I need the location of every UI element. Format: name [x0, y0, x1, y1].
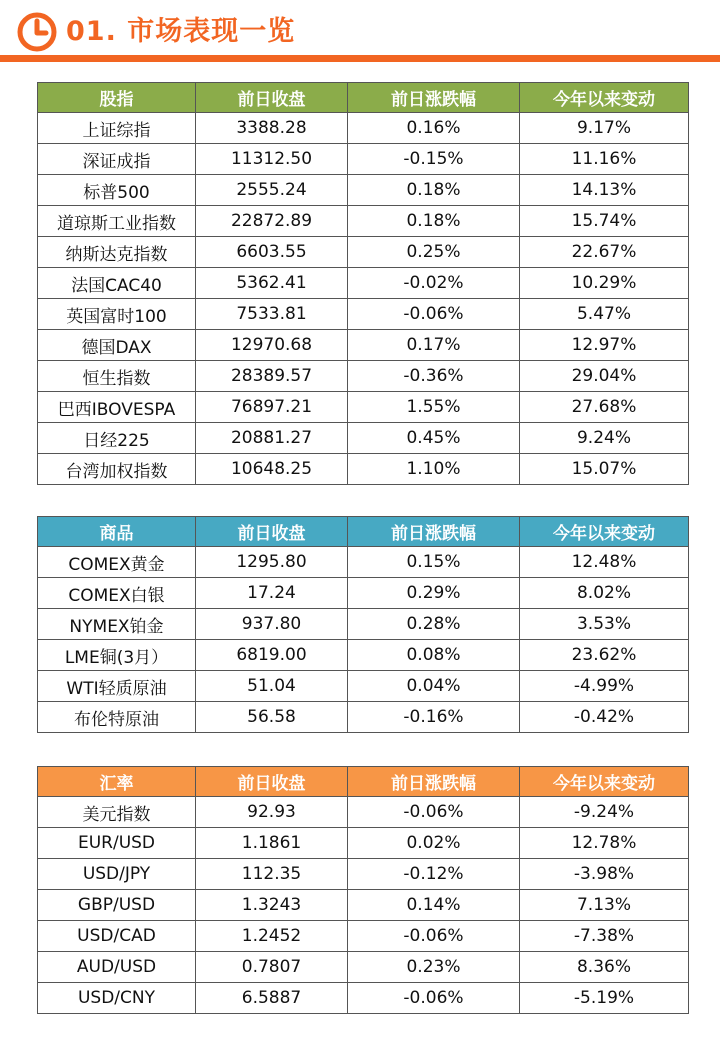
table-row — [38, 330, 689, 361]
prev-change-cell: 0.25% — [348, 237, 520, 268]
prev-change-cell: 0.28% — [348, 609, 520, 640]
prev-change-cell: -0.06% — [348, 921, 520, 952]
prev-close-header: 前日收盘 — [196, 83, 348, 113]
ytd-change-cell: 15.07% — [520, 454, 689, 485]
prev-close-cell: 92.93 — [196, 797, 348, 828]
name-cell: COMEX黄金 — [38, 547, 196, 578]
prev-change-cell: -0.36% — [348, 361, 520, 392]
table-row — [38, 859, 689, 890]
ytd-change-cell: 7.13% — [520, 890, 689, 921]
table-row — [38, 144, 689, 175]
name-cell: GBP/USD — [38, 890, 196, 921]
prev-change-header: 前日涨跌幅 — [348, 767, 520, 797]
table-row — [38, 578, 689, 609]
prev-change-cell: -0.02% — [348, 268, 520, 299]
table-row — [38, 206, 689, 237]
prev-change-cell: 0.29% — [348, 578, 520, 609]
prev-close-cell: 11312.50 — [196, 144, 348, 175]
prev-change-cell: 0.17% — [348, 330, 520, 361]
prev-close-cell: 6603.55 — [196, 237, 348, 268]
prev-close-cell: 6.5887 — [196, 983, 348, 1014]
prev-close-cell: 56.58 — [196, 702, 348, 733]
prev-change-cell: 0.23% — [348, 952, 520, 983]
table-header-row — [38, 83, 689, 113]
ytd-change-header: 今年以来变动 — [520, 83, 689, 113]
name-cell: 道琼斯工业指数 — [38, 206, 196, 237]
table-row — [38, 702, 689, 733]
name-cell: 英国富时100 — [38, 299, 196, 330]
table-row — [38, 609, 689, 640]
ytd-change-cell: 29.04% — [520, 361, 689, 392]
prev-close-cell: 20881.27 — [196, 423, 348, 454]
table-row — [38, 640, 689, 671]
table-header-row — [38, 517, 689, 547]
name-cell: 标普500 — [38, 175, 196, 206]
ytd-change-cell: 23.62% — [520, 640, 689, 671]
prev-close-cell: 0.7807 — [196, 952, 348, 983]
prev-close-header: 前日收盘 — [196, 517, 348, 547]
prev-close-cell: 12970.68 — [196, 330, 348, 361]
prev-close-cell: 28389.57 — [196, 361, 348, 392]
prev-change-cell: 1.10% — [348, 454, 520, 485]
prev-close-cell: 7533.81 — [196, 299, 348, 330]
page-header — [0, 0, 720, 64]
ytd-change-cell: 11.16% — [520, 144, 689, 175]
prev-close-cell: 1.2452 — [196, 921, 348, 952]
prev-close-header: 前日收盘 — [196, 767, 348, 797]
ytd-change-cell: 12.78% — [520, 828, 689, 859]
table-row — [38, 237, 689, 268]
prev-change-cell: -0.15% — [348, 144, 520, 175]
name-cell: LME铜(3月） — [38, 640, 196, 671]
name-cell: 日经225 — [38, 423, 196, 454]
ytd-change-cell: 22.67% — [520, 237, 689, 268]
ytd-change-cell: 8.02% — [520, 578, 689, 609]
title-underline — [0, 55, 720, 62]
prev-change-cell: 0.16% — [348, 113, 520, 144]
ytd-change-cell: 12.48% — [520, 547, 689, 578]
ytd-change-cell: -0.42% — [520, 702, 689, 733]
table-row — [38, 175, 689, 206]
name-cell: 纳斯达克指数 — [38, 237, 196, 268]
category-header: 商品 — [38, 517, 196, 547]
name-cell: WTI轻质原油 — [38, 671, 196, 702]
ytd-change-cell: 14.13% — [520, 175, 689, 206]
prev-close-cell: 76897.21 — [196, 392, 348, 423]
ytd-change-cell: 9.17% — [520, 113, 689, 144]
prev-change-cell: -0.12% — [348, 859, 520, 890]
prev-change-cell: 0.02% — [348, 828, 520, 859]
prev-close-cell: 937.80 — [196, 609, 348, 640]
prev-change-cell: -0.06% — [348, 299, 520, 330]
ytd-change-cell: 3.53% — [520, 609, 689, 640]
prev-close-cell: 1.3243 — [196, 890, 348, 921]
prev-change-cell: 0.45% — [348, 423, 520, 454]
commodities-table — [37, 516, 689, 733]
prev-change-header: 前日涨跌幅 — [348, 517, 520, 547]
prev-change-cell: 0.04% — [348, 671, 520, 702]
ytd-change-cell: -3.98% — [520, 859, 689, 890]
category-header: 汇率 — [38, 767, 196, 797]
name-cell: 美元指数 — [38, 797, 196, 828]
prev-change-cell: 0.14% — [348, 890, 520, 921]
ytd-change-cell: -9.24% — [520, 797, 689, 828]
fx-table — [37, 766, 689, 1014]
name-cell: USD/CAD — [38, 921, 196, 952]
name-cell: USD/CNY — [38, 983, 196, 1014]
prev-close-cell: 51.04 — [196, 671, 348, 702]
table-row — [38, 952, 689, 983]
table-header-row — [38, 767, 689, 797]
table-row — [38, 299, 689, 330]
name-cell: 恒生指数 — [38, 361, 196, 392]
table-row — [38, 454, 689, 485]
table-row — [38, 797, 689, 828]
prev-close-cell: 1295.80 — [196, 547, 348, 578]
name-cell: AUD/USD — [38, 952, 196, 983]
prev-change-cell: 1.55% — [348, 392, 520, 423]
name-cell: EUR/USD — [38, 828, 196, 859]
table-row — [38, 392, 689, 423]
prev-close-cell: 5362.41 — [196, 268, 348, 299]
page-title: 01. 市场表现一览 — [66, 16, 296, 47]
prev-change-cell: -0.06% — [348, 983, 520, 1014]
name-cell: NYMEX铂金 — [38, 609, 196, 640]
prev-change-cell: 0.18% — [348, 175, 520, 206]
category-header: 股指 — [38, 83, 196, 113]
ytd-change-cell: -4.99% — [520, 671, 689, 702]
ytd-change-cell: -7.38% — [520, 921, 689, 952]
prev-change-cell: 0.18% — [348, 206, 520, 237]
name-cell: 法国CAC40 — [38, 268, 196, 299]
ytd-change-cell: 8.36% — [520, 952, 689, 983]
ytd-change-cell: 10.29% — [520, 268, 689, 299]
clock-icon — [16, 11, 58, 53]
ytd-change-header: 今年以来变动 — [520, 767, 689, 797]
table-row — [38, 921, 689, 952]
indices-table — [37, 82, 689, 485]
prev-change-header: 前日涨跌幅 — [348, 83, 520, 113]
name-cell: USD/JPY — [38, 859, 196, 890]
name-cell: COMEX白银 — [38, 578, 196, 609]
ytd-change-cell: 15.74% — [520, 206, 689, 237]
table-row — [38, 423, 689, 454]
prev-close-cell: 6819.00 — [196, 640, 348, 671]
table-row — [38, 361, 689, 392]
table-row — [38, 547, 689, 578]
prev-close-cell: 17.24 — [196, 578, 348, 609]
ytd-change-cell: 27.68% — [520, 392, 689, 423]
prev-change-cell: 0.08% — [348, 640, 520, 671]
ytd-change-header: 今年以来变动 — [520, 517, 689, 547]
table-row — [38, 671, 689, 702]
prev-change-cell: 0.15% — [348, 547, 520, 578]
prev-close-cell: 1.1861 — [196, 828, 348, 859]
table-row — [38, 113, 689, 144]
name-cell: 布伦特原油 — [38, 702, 196, 733]
prev-close-cell: 112.35 — [196, 859, 348, 890]
table-row — [38, 268, 689, 299]
prev-close-cell: 3388.28 — [196, 113, 348, 144]
name-cell: 上证综指 — [38, 113, 196, 144]
table-row — [38, 983, 689, 1014]
ytd-change-cell: 5.47% — [520, 299, 689, 330]
name-cell: 深证成指 — [38, 144, 196, 175]
table-row — [38, 890, 689, 921]
ytd-change-cell: -5.19% — [520, 983, 689, 1014]
prev-close-cell: 2555.24 — [196, 175, 348, 206]
name-cell: 德国DAX — [38, 330, 196, 361]
prev-close-cell: 10648.25 — [196, 454, 348, 485]
name-cell: 台湾加权指数 — [38, 454, 196, 485]
table-row — [38, 828, 689, 859]
prev-change-cell: -0.06% — [348, 797, 520, 828]
prev-close-cell: 22872.89 — [196, 206, 348, 237]
ytd-change-cell: 12.97% — [520, 330, 689, 361]
name-cell: 巴西IBOVESPA — [38, 392, 196, 423]
ytd-change-cell: 9.24% — [520, 423, 689, 454]
prev-change-cell: -0.16% — [348, 702, 520, 733]
